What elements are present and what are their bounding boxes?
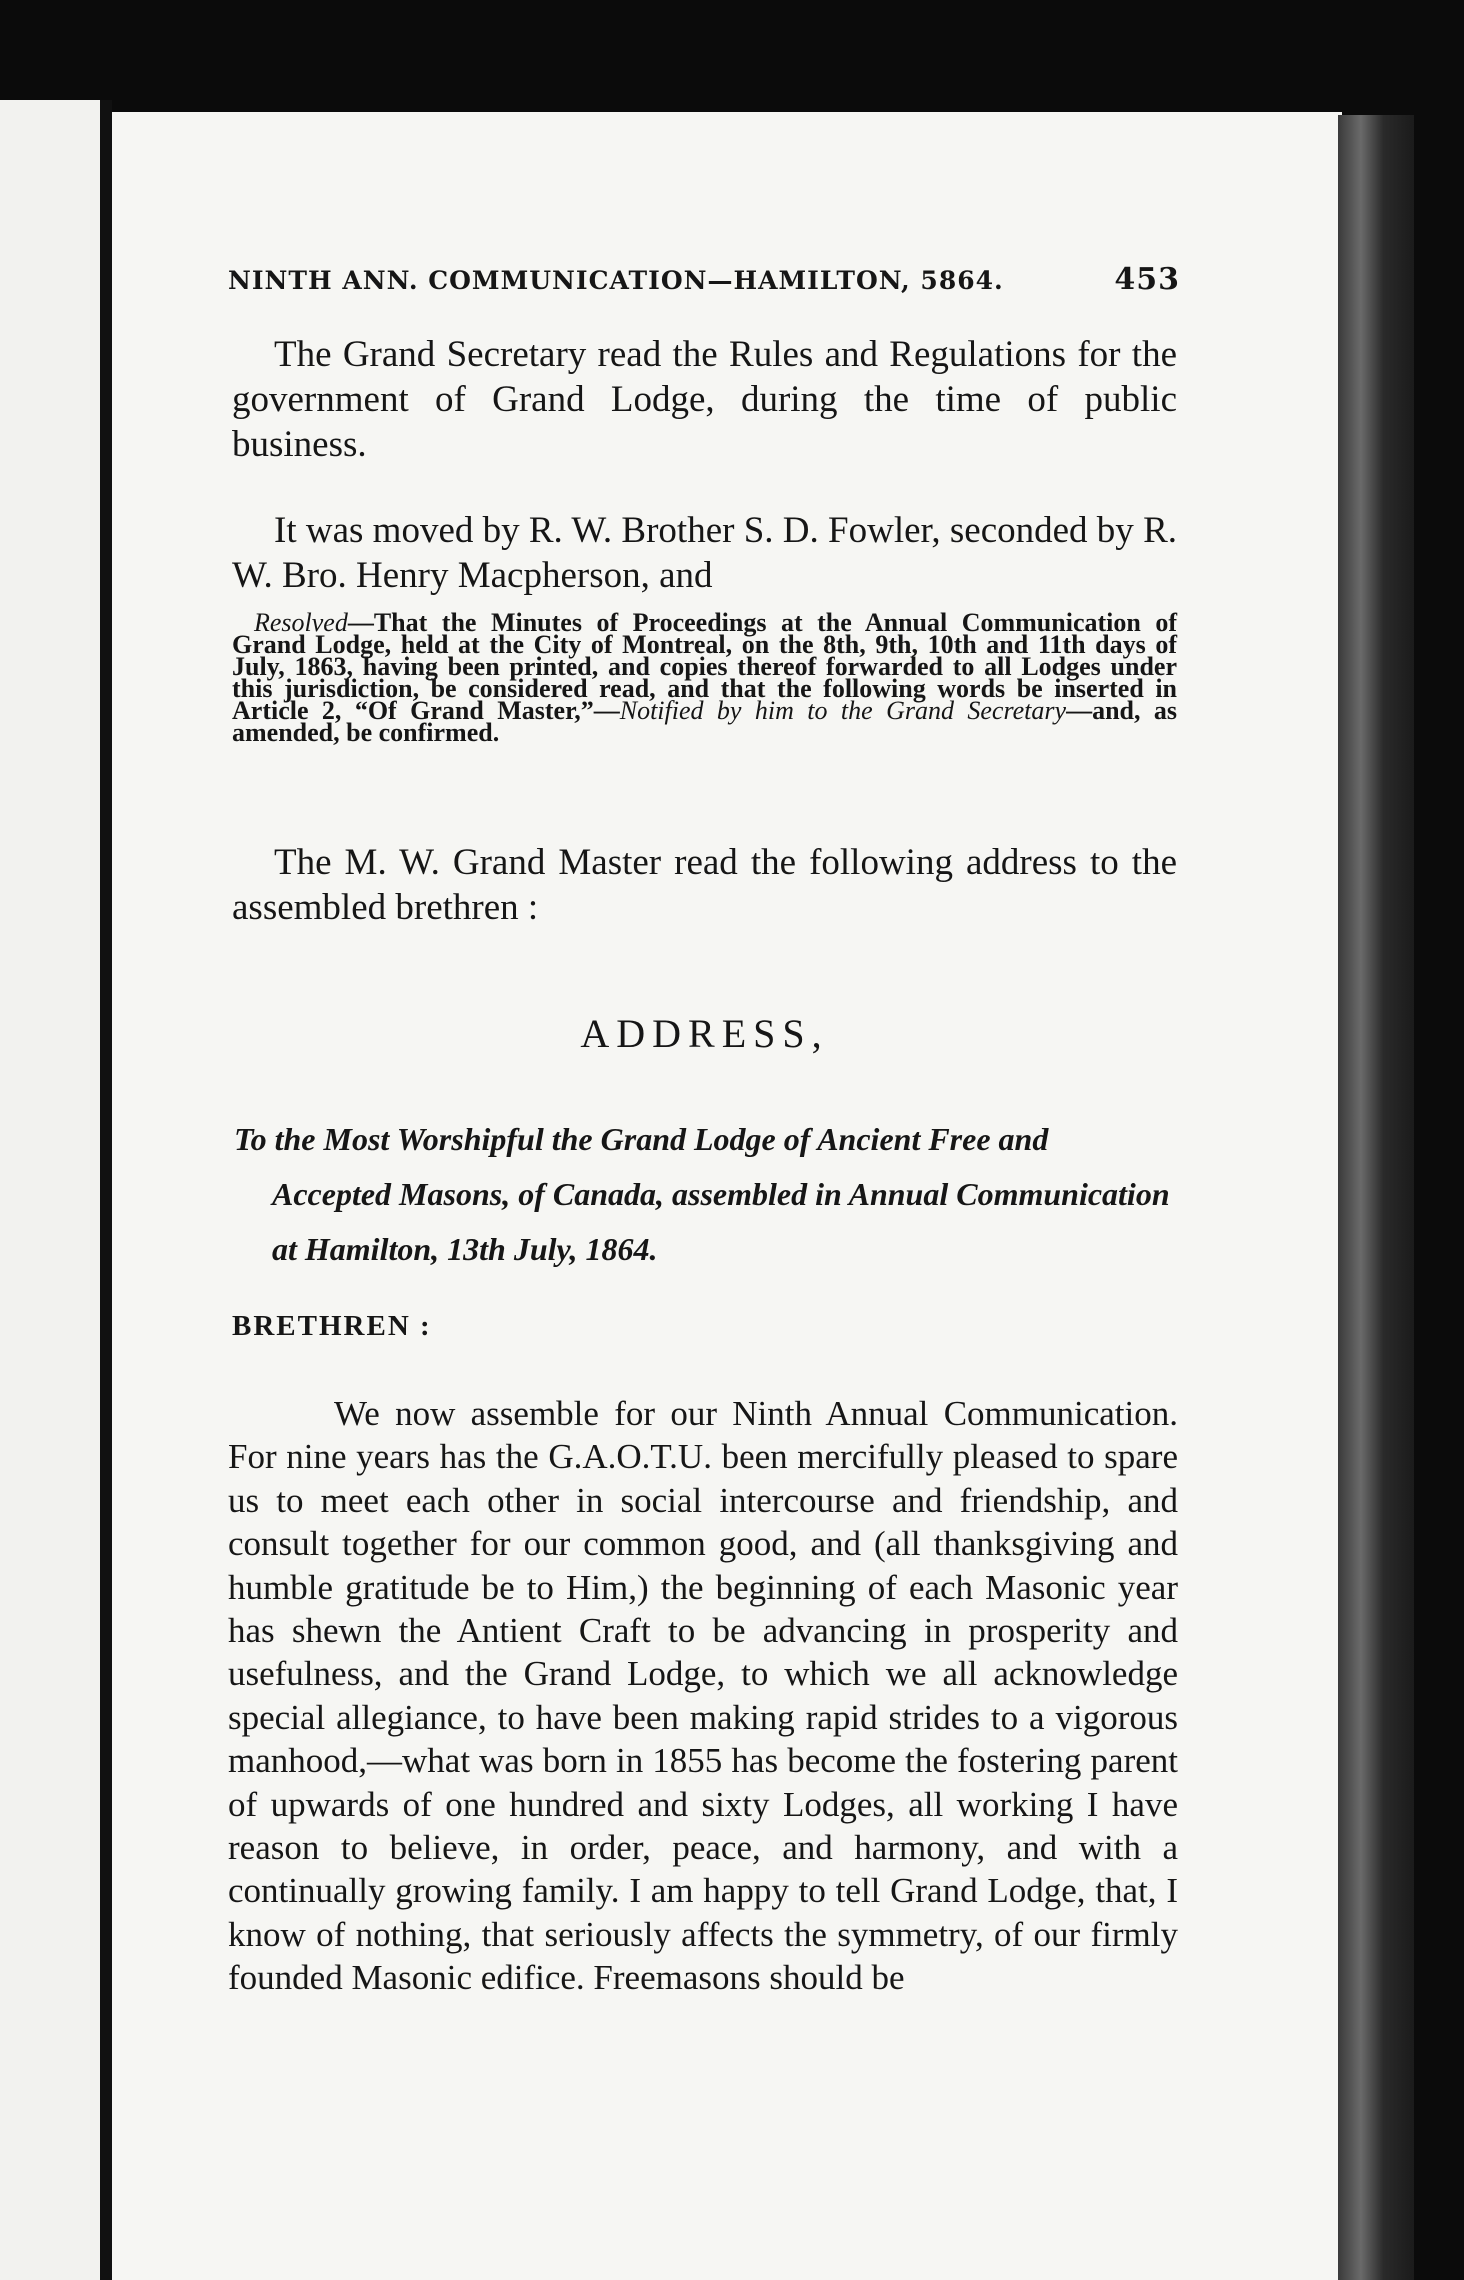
dedication-line-2: Accepted Masons, of Canada, assembled in Annual Communication xyxy=(272,1176,1170,1212)
resolution-end: —and, as amended, be confirmed. xyxy=(232,696,1178,747)
resolution-italic: Notified by him to the Grand Secretary xyxy=(619,696,1067,725)
address-body: We now assemble for our Ninth Annual Communication. For nine years has the G.A.O.T.U. been mercifully pleased to spare us to meet each other in social intercourse and friendship, and consult together for our common good, and (all thanksgiving and humble gratitude be to Him,) the beginning of each Masonic year has shewn the Antient Craft to be advancing in prosperity and usefulness, and the Grand Lodge, to which we all acknowledge special allegiance, to have been making rapid strides to a vigorous manhood,—what was born in 1855 has become the fostering parent of upwards of one hundred and sixty Lodges, all working I have reason to believe, in order, peace, and harmony, and with a continually growing family. I am happy to tell Grand Lodge, that, I know of nothing, that seriously affects the symmetry, of our firmly founded Masonic edifice. Freemasons should be xyxy=(228,1394,1178,1998)
dedication-line-1: To the Most Worshipful the Grand Lodge of Ancient Free and xyxy=(234,1121,1049,1157)
running-head xyxy=(228,262,1180,297)
address-heading: ADDRESS, xyxy=(580,1011,829,1056)
paragraph-address-intro: The M. W. Grand Master read the following address to the assembled brethren : xyxy=(232,842,1177,928)
paragraph-motion: It was moved by R. W. Brother S. D. Fowler, seconded by R. W. Bro. Henry Macpherson, and xyxy=(232,510,1177,596)
resolution-main: —That the Minutes of Proceedings at the Annual Communication of Grand Lodge, held at the City of Montreal, on the 8th, 9th, 10th and 11th days of July, 1863, having been printed, and copies thereof forwarded to all Lodges under this jurisdiction, be considered read, and that the following words be inserted in Article 2, “Of Grand Master,”— xyxy=(232,608,1177,725)
page-number: 453 xyxy=(1114,262,1180,297)
running-head-title: NINTH ANN. COMMUNICATION—HAMILTON, 5864. xyxy=(228,266,1004,295)
dedication-line-3: at Hamilton, 13th July, 1864. xyxy=(272,1231,658,1267)
address-dedication xyxy=(232,1112,1177,1277)
salutation: BRETHREN : xyxy=(232,1310,432,1342)
resolution-label: Resolved xyxy=(254,608,348,637)
paragraph-rules: The Grand Secretary read the Rules and Regulations for the government of Grand Lodge, during the time of public business. xyxy=(232,334,1177,465)
resolution-text xyxy=(232,608,1178,747)
